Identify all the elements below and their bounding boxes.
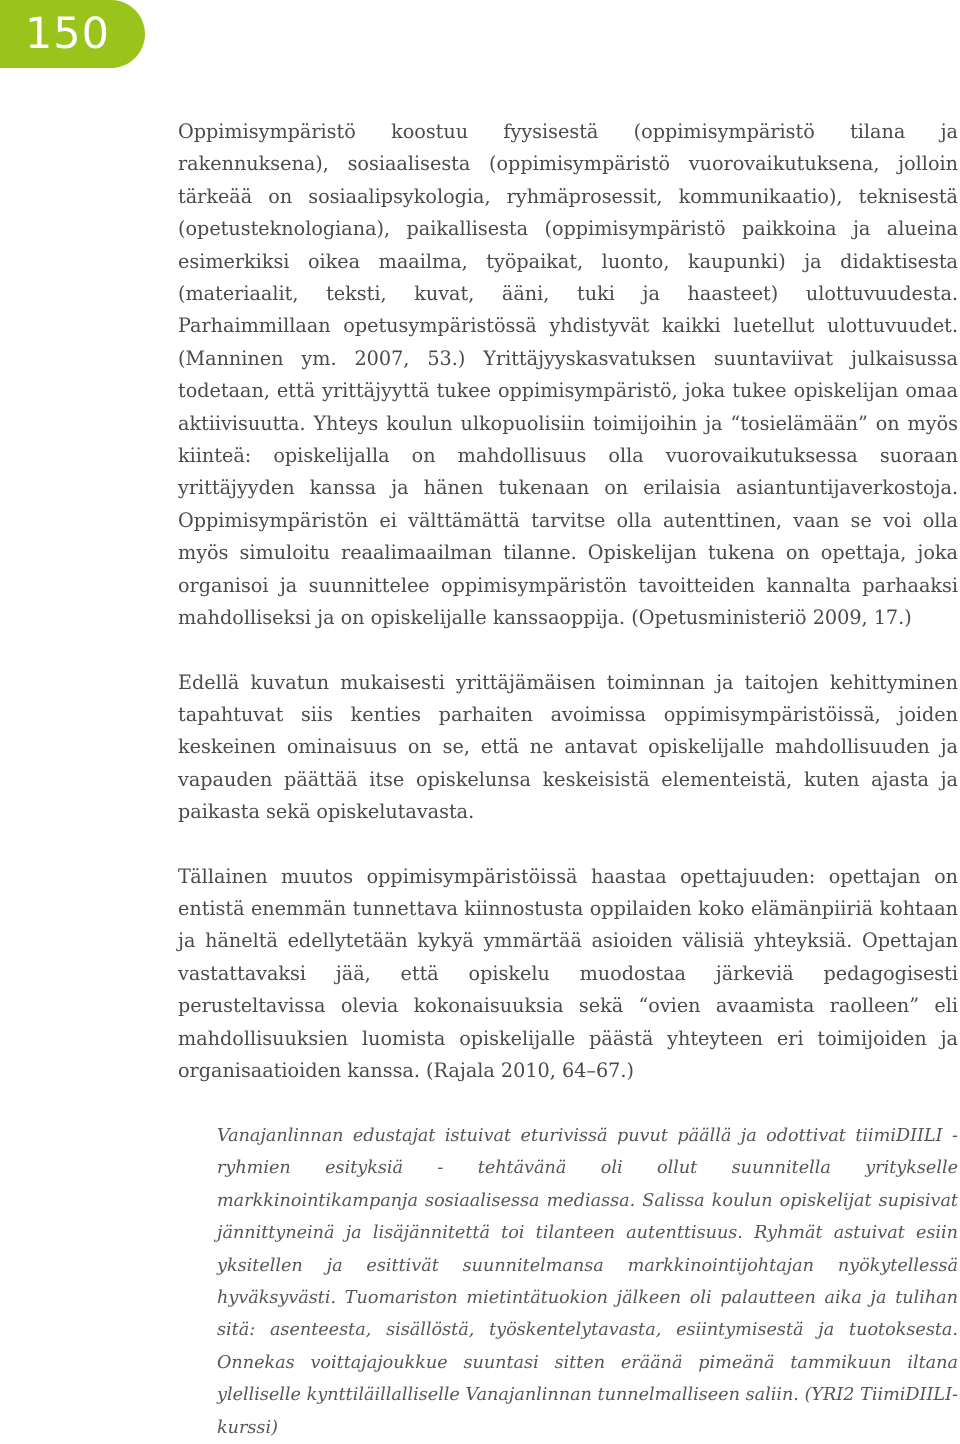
paragraph-2: Edellä kuvatun mukaisesti yrittäjämäisen toiminnan ja taitojen kehittyminen tapahtuvat siis kenties parhaiten avoimissa oppimisympäristöissä, joiden keskeinen ominaisuus on se, että ne antavat opiskelijalle mahdollisuuden ja vapauden päättää itse opiskelunsa keskeisistä elementeistä, kuten ajasta ja paikasta sekä opiskelutavasta. (178, 670, 958, 824)
page-number: 150 (24, 9, 111, 59)
body-text (178, 116, 958, 1087)
page-number-tab (0, 0, 145, 68)
paragraph-1: Oppimisympäristö koostuu fyysisestä (oppimisympäristö tilana ja rakennuksena), sosiaalisesta (oppimisympäristö vuorovaikutuksena, jolloin tärkeää on sosiaalipsykologia, ryhmäprosessit, kommunikaatio), teknisestä (opetusteknologiana), paikallisesta (oppimisympäristö paikkoina ja alueina esimerkiksi oikea maailma, työpaikat, luonto, kaupunki) ja didaktisesta (materiaalit, teksti, kuvat, ääni, tuki ja haasteet) ulottuvuudesta. Parhaimmillaan opetusympäristössä yhdistyvät kaikki luetellut ulottuvuudet. (Manninen ym. 2007, 53.) Yrittäjyyskasvatuksen suuntaviivat julkaisussa todetaan, että yrittäjyyttä tukee oppimisympäristö, joka tukee opiskelijan omaa aktiivisuutta. Yhteys koulun ulkopuolisiin toimijoihin ja “tosielämään” on myös kiinteä: opiskelijalla on mahdollisuus olla vuorovaikutuksessa suoraan yrittäjyyden kanssa ja hänen tukenaan on erilaisia asiantuntijaverkostoja. Oppimisympäristön ei välttämättä tarvitse olla autenttinen, vaan se voi olla myös simuloitu reaalimaailman tilanne. Opiskelijan tukena on opettaja, joka organisoi ja suunnittelee oppimisympäristön tavoitteiden kannalta parhaaksi mahdolliseksi ja on opiskelijalle kanssaoppija. (Opetusministeriö 2009, 17.) (178, 120, 958, 630)
case-example-quote: Vanajanlinnan edustajat istuivat eturivissä puvut päällä ja odottivat tiimiDIILI -ryhmien esityksiä - tehtävänä oli ollut suunnitella yritykselle markkinointikampanja sosiaalisessa mediassa. Salissa koulun opiskelijat supisivat jännittyneinä ja lisäjännitettä toi tilanteen autenttisuus. Ryhmät astuivat esiin yksitellen ja esittivät suunnitelmansa markkinointijohtajan nyökytellessä hyväksyvästi. Tuomariston mietintätuokion jälkeen oli palautteen aika ja tulihan sitä: asenteesta, sisällöstä, työskentelytavasta, esiintymisestä ja tuotoksesta. Onnekas voittajajoukkue suuntasi sitten eräänä pimeänä tammikuun iltana ylelliselle kynttiläillalliselle Vanajanlinnan tunnelmalliseen saliin. (YRI2 TiimiDIILI-kurssi) (217, 1126, 958, 1438)
paragraph-3: Tällainen muutos oppimisympäristöissä haastaa opettajuuden: opettajan on entistä enemmän tunnettava kiinnostusta oppilaiden koko elämänpiiriä kohtaan ja häneltä edellytetään kykyä ymmärtää asioiden välisiä yhteyksiä. Opettajan vastattavaksi jää, että opiskelu muodostaa järkeviä pedagogisesti perusteltavissa olevia kokonaisuuksia sekä “ovien avaamista raolleen” eli mahdollisuuksien luomista opiskelijalle päästä yhteyteen eri toimijoiden ja organisaatioiden kanssa. (Rajala 2010, 64–67.) (178, 864, 958, 1082)
